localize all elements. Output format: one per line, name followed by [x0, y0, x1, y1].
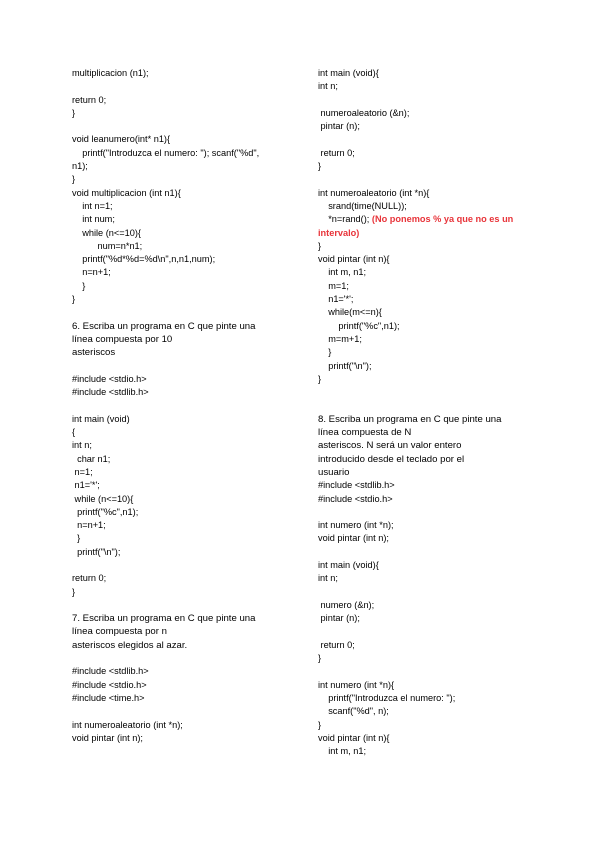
code-line [318, 94, 528, 107]
code-line [318, 133, 528, 146]
code-line: int main (void){ [318, 68, 379, 78]
code-line [72, 80, 287, 93]
code-line: while (n<=10){ [72, 493, 134, 504]
code-line: return 0; [72, 94, 107, 105]
code-line: int n; [318, 573, 338, 584]
code-line: int numeroaleatorio (int *n); [72, 719, 183, 730]
code-line: n1); [72, 161, 88, 172]
code-line [318, 665, 528, 678]
code-line: int n; [318, 81, 338, 92]
code-line: while (n<=10){ [72, 227, 141, 238]
code-line: línea compuesta por n [72, 626, 167, 638]
code-line: printf("\n"); [318, 360, 372, 371]
code-line [72, 599, 287, 612]
code-line: void multiplicacion (int n1){ [72, 187, 181, 198]
code-line: n1='*'; [72, 480, 100, 491]
code-line [72, 120, 287, 133]
code-line: int num; [72, 214, 115, 225]
code-line: { [72, 427, 76, 438]
code-line: void leanumero(int* n1){ [72, 134, 171, 145]
code-line: n=1; [72, 466, 93, 477]
code-line: m=m+1; [318, 333, 362, 344]
rand-code: *n=rand(); [318, 214, 372, 225]
code-line: int m, n1; [318, 746, 366, 757]
code-line: printf("Introduzca el numero: "); [318, 692, 456, 703]
right-column-code-top [318, 67, 528, 213]
code-line: pintar (n); [318, 121, 360, 132]
code-line: } [318, 347, 332, 358]
code-line: } [318, 240, 322, 251]
code-line: #include <stdio.h> [318, 493, 393, 504]
code-line [72, 559, 287, 572]
code-line: printf("%c",n1); [72, 506, 139, 517]
code-line: multiplicacion (n1); [72, 68, 149, 78]
code-line: } [318, 653, 322, 664]
right-column-code-bottom [318, 240, 528, 759]
code-line [72, 399, 287, 412]
code-line [72, 360, 287, 373]
rand-line-with-note [318, 213, 528, 240]
code-line [318, 386, 528, 399]
code-line: } [318, 719, 322, 730]
code-line: void pintar (int n); [72, 732, 143, 743]
code-line [318, 586, 528, 599]
code-line: int main (void){ [318, 559, 379, 570]
code-line: } [318, 161, 322, 172]
code-line: asteriscos elegidos al azar. [72, 639, 188, 651]
code-line: numero (&n); [318, 599, 375, 610]
code-line: asteriscos. N será un valor entero [318, 440, 462, 452]
code-line: línea compuesta de N [318, 427, 412, 439]
code-line: introducido desde el teclado por el [318, 453, 465, 465]
left-column [72, 67, 287, 745]
code-line: n1='*'; [318, 294, 354, 305]
code-line: #include <stdlib.h> [72, 666, 149, 677]
code-line: printf("%c",n1); [318, 320, 400, 331]
code-line: n=n+1; [72, 520, 106, 531]
code-line: return 0; [318, 639, 355, 650]
code-line: #include <stdio.h> [72, 373, 147, 384]
code-line: } [72, 107, 76, 118]
code-line [318, 506, 528, 519]
code-line [318, 625, 528, 638]
code-line: char n1; [72, 453, 111, 464]
code-line: return 0; [72, 573, 107, 584]
code-line: int numero (int *n){ [318, 679, 395, 690]
code-line: int m, n1; [318, 267, 366, 278]
code-line: 6. Escriba un programa en C que pinte una [72, 320, 256, 332]
code-line [318, 546, 528, 559]
code-line: } [72, 174, 76, 185]
code-line: void pintar (int n){ [318, 732, 390, 743]
code-line: } [72, 533, 81, 544]
code-line: asteriscos [72, 347, 116, 359]
code-line: int n; [72, 440, 92, 451]
code-line: int main (void) [72, 413, 130, 424]
code-line [72, 306, 287, 319]
code-line: int numero (int *n); [318, 520, 394, 531]
code-line: printf("\n"); [72, 546, 121, 557]
code-line: m=1; [318, 280, 349, 291]
code-line: return 0; [318, 147, 355, 158]
code-line: while(m<=n){ [318, 307, 382, 318]
code-line [318, 173, 528, 186]
code-line: numeroaleatorio (&n); [318, 107, 410, 118]
code-line [318, 399, 528, 412]
code-line: } [72, 586, 76, 597]
right-column [318, 67, 528, 758]
code-line: int numeroaleatorio (int *n){ [318, 187, 430, 198]
code-line: línea compuesta por 10 [72, 333, 173, 345]
code-line: void pintar (int n); [318, 533, 389, 544]
code-line: 8. Escriba un programa en C que pinte una [318, 413, 502, 425]
code-line: int n=1; [72, 200, 113, 211]
code-line: } [72, 280, 86, 291]
code-line: usuario [318, 466, 350, 478]
code-line: } [318, 373, 322, 384]
red-note: (No ponemos % ya que no es un intervalo) [318, 214, 516, 238]
code-line: #include <stdio.h> [72, 679, 147, 690]
code-line: num=n*n1; [72, 240, 143, 251]
code-line: printf("%d*%d=%d\n",n,n1,num); [72, 254, 216, 265]
code-line: n=n+1; [72, 267, 111, 278]
code-line [72, 652, 287, 665]
code-line: printf("Introduzca el numero: "); scanf("%d", [72, 147, 260, 158]
code-line: #include <stdlib.h> [72, 387, 149, 398]
code-line: void pintar (int n){ [318, 254, 390, 265]
code-line: #include <stdlib.h> [318, 480, 395, 491]
code-line: pintar (n); [318, 613, 360, 624]
code-line [72, 705, 287, 718]
code-line: srand(time(NULL)); [318, 200, 407, 211]
code-line: 7. Escriba un programa en C que pinte una [72, 613, 256, 625]
code-line: #include <time.h> [72, 692, 145, 703]
code-line: scanf("%d", n); [318, 706, 389, 717]
code-line: } [72, 294, 76, 305]
